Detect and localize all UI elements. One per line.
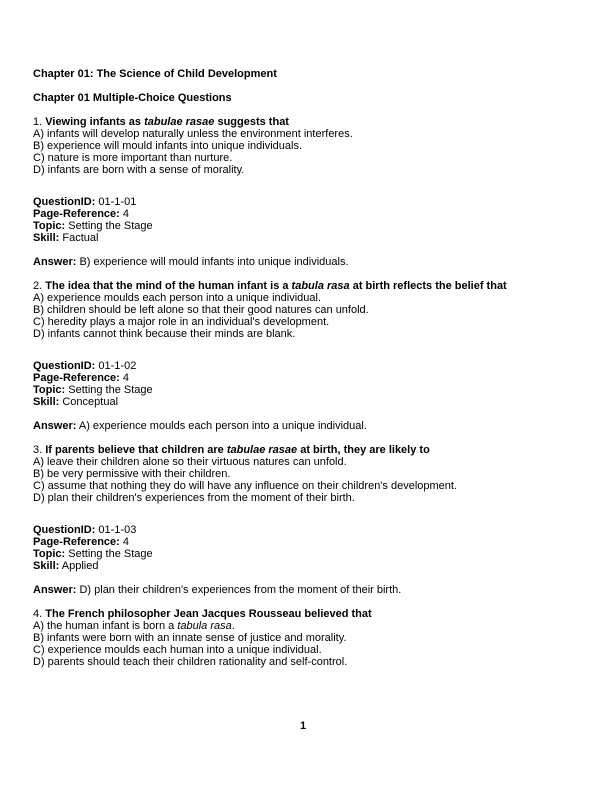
question-number: 3. <box>33 444 43 456</box>
topic-value: Setting the Stage <box>68 548 153 560</box>
text-segment: C) experience moulds each human into a unique individual. <box>33 644 322 656</box>
question-options <box>33 292 576 340</box>
text-segment: A) leave their children alone so their virtuous natures can unfold. <box>33 456 347 468</box>
topic-line <box>33 220 576 232</box>
text-segment: . <box>231 620 235 632</box>
question-id-line <box>33 360 576 372</box>
page-reference-line <box>33 372 576 384</box>
answer-option <box>33 644 576 656</box>
answer-option <box>33 152 576 164</box>
question-block <box>33 444 576 596</box>
question-id-label: QuestionID: <box>33 196 96 208</box>
topic-value: Setting the Stage <box>68 384 153 396</box>
answer-option <box>33 140 576 152</box>
answer-line <box>33 420 576 432</box>
skill-label: Skill: <box>33 560 60 572</box>
question-block <box>33 116 576 268</box>
answer-option <box>33 620 576 632</box>
question-id-label: QuestionID: <box>33 524 96 536</box>
text-segment: C) heredity plays a major role in an individual's development. <box>33 316 330 328</box>
skill-value: Factual <box>62 232 99 244</box>
text-segment: tabulae rasae <box>226 444 298 456</box>
skill-value: Applied <box>61 560 99 572</box>
answer-option <box>33 328 576 340</box>
document-page <box>33 68 576 668</box>
text-segment: The French philosopher Jean Jacques Rousseau believed that <box>45 608 372 620</box>
page-reference-value: 4 <box>122 536 130 548</box>
skill-line <box>33 396 576 408</box>
text-segment: A) the human infant is born a <box>33 620 178 632</box>
answer-line <box>33 256 576 268</box>
page-reference-value: 4 <box>122 208 130 220</box>
text-segment: at birth, they are likely to <box>297 444 430 456</box>
page-reference-label: Page-Reference: <box>33 372 120 384</box>
skill-label: Skill: <box>33 396 60 408</box>
topic-label: Topic: <box>33 548 66 560</box>
text-segment: B) children should be left alone so that their good natures can unfold. <box>33 304 369 316</box>
topic-line <box>33 384 576 396</box>
question-id-line <box>33 196 576 208</box>
text-segment: D) parents should teach their children rationality and self-control. <box>33 656 348 668</box>
text-segment: tabulae rasae <box>144 116 215 128</box>
text-segment: A) infants will develop naturally unless the environment interferes. <box>33 128 353 140</box>
question-number: 2. <box>33 280 43 292</box>
document-subtitle: Chapter 01 Multiple-Choice Questions <box>33 92 232 104</box>
question-id-label: QuestionID: <box>33 360 96 372</box>
question-options <box>33 456 576 504</box>
text-segment: tabula rasa <box>177 620 232 632</box>
question-options <box>33 620 576 668</box>
question-number: 1. <box>33 116 43 128</box>
question-list <box>33 116 576 668</box>
page-reference-line <box>33 208 576 220</box>
question-options <box>33 128 576 176</box>
text-segment: tabula rasa <box>291 280 350 292</box>
answer-label: Answer: <box>33 256 77 268</box>
answer-line <box>33 584 576 596</box>
answer-option <box>33 468 576 480</box>
text-segment: Viewing infants as <box>45 116 145 128</box>
question-stem-text <box>45 444 430 456</box>
text-segment: D) plan their children's experiences from the moment of their birth. <box>33 492 355 504</box>
answer-label: Answer: <box>33 420 77 432</box>
topic-label: Topic: <box>33 220 66 232</box>
text-segment: suggests that <box>214 116 289 128</box>
skill-label: Skill: <box>33 232 60 244</box>
skill-line <box>33 560 576 572</box>
text-segment: C) assume that nothing they do will have any influence on their children's development. <box>33 480 458 492</box>
answer-value: A) experience moulds each person into a unique individual. <box>78 420 367 432</box>
text-segment: If parents believe that children are <box>45 444 227 456</box>
text-segment: D) infants are born with a sense of morality. <box>33 164 245 176</box>
answer-option <box>33 656 576 668</box>
question-stem-text <box>45 116 289 128</box>
answer-option <box>33 292 576 304</box>
page-reference-line <box>33 536 576 548</box>
question-stem-text <box>45 608 371 620</box>
question-id-value: 01-1-01 <box>98 196 137 208</box>
answer-option <box>33 304 576 316</box>
question-id-value: 01-1-03 <box>98 524 137 536</box>
answer-option <box>33 456 576 468</box>
page-reference-value: 4 <box>122 372 130 384</box>
text-segment: B) be very permissive with their children. <box>33 468 231 480</box>
question-stem <box>33 608 576 620</box>
document-title: Chapter 01: The Science of Child Development <box>33 68 277 80</box>
text-segment: The idea that the mind of the human infant is a <box>45 280 292 292</box>
text-segment: D) infants cannot think because their minds are blank. <box>33 328 296 340</box>
question-number: 4. <box>33 608 43 620</box>
question-stem <box>33 116 576 128</box>
answer-option <box>33 164 576 176</box>
question-block <box>33 608 576 668</box>
page-number: 1 <box>299 720 307 732</box>
question-stem-text <box>45 280 506 292</box>
question-meta <box>33 524 576 572</box>
text-segment: C) nature is more important than nurture. <box>33 152 233 164</box>
skill-line <box>33 232 576 244</box>
answer-option <box>33 480 576 492</box>
text-segment: at birth reflects the belief that <box>349 280 507 292</box>
topic-value: Setting the Stage <box>68 220 153 232</box>
question-stem <box>33 444 576 456</box>
question-id-value: 01-1-02 <box>98 360 137 372</box>
question-block <box>33 280 576 432</box>
text-segment: B) infants were born with an innate sense of justice and morality. <box>33 632 347 644</box>
answer-value: B) experience will mould infants into unique individuals. <box>79 256 349 268</box>
answer-option <box>33 632 576 644</box>
answer-value: D) plan their children's experiences from the moment of their birth. <box>79 584 402 596</box>
page-reference-label: Page-Reference: <box>33 536 120 548</box>
answer-option <box>33 492 576 504</box>
answer-option <box>33 316 576 328</box>
question-meta <box>33 196 576 244</box>
topic-label: Topic: <box>33 384 66 396</box>
question-id-line <box>33 524 576 536</box>
topic-line <box>33 548 576 560</box>
question-stem <box>33 280 576 292</box>
page-reference-label: Page-Reference: <box>33 208 120 220</box>
skill-value: Conceptual <box>62 396 119 408</box>
answer-label: Answer: <box>33 584 77 596</box>
text-segment: A) experience moulds each person into a unique individual. <box>33 292 322 304</box>
answer-option <box>33 128 576 140</box>
question-meta <box>33 360 576 408</box>
text-segment: B) experience will mould infants into unique individuals. <box>33 140 303 152</box>
